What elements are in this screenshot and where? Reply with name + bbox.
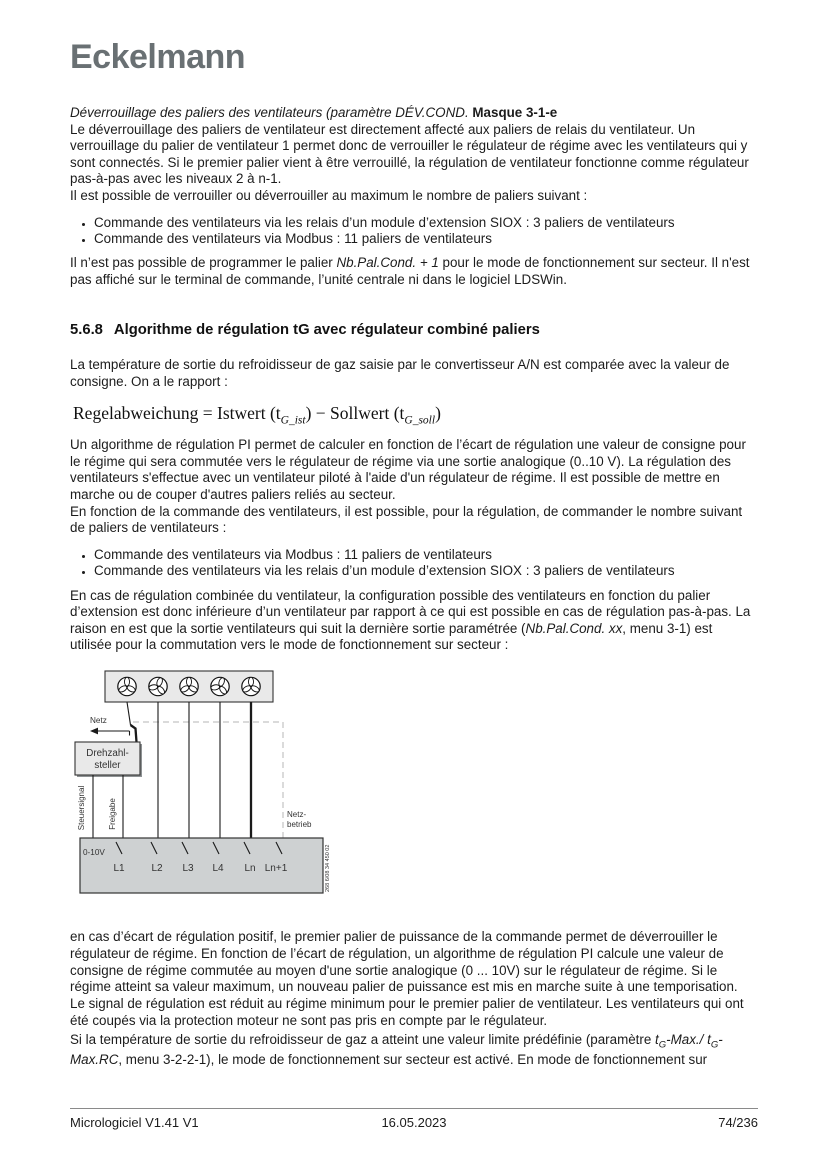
- section-heading: [70, 322, 757, 340]
- eckelmann-logo: Eckelmann: [70, 38, 246, 76]
- note-pre: Il n’est pas possible de programmer le palier: [70, 255, 337, 271]
- footer-firmware-version: Micrologiciel V1.41 V1: [70, 1115, 199, 1130]
- after-paragraph-3: [70, 1030, 757, 1070]
- drawing-number: 268 6/08 34 450 02: [325, 844, 331, 892]
- footer-page-number: 74/236: [718, 1115, 758, 1130]
- p3-italic: -Max.RC: [70, 1031, 723, 1067]
- intro-bullet-list: [70, 215, 757, 248]
- fan-line-l1: [127, 702, 131, 725]
- formula-part: ) − Sollwert (t: [305, 402, 405, 423]
- list-item: • Commande des ventilateurs via les relais d’un module d’extension SIOX : 3 paliers de ventilateurs: [94, 563, 757, 579]
- terminal-label: L1: [113, 863, 125, 874]
- control-deviation-formula: [70, 402, 757, 425]
- terminal-label: Ln+1: [264, 863, 288, 874]
- section-bullet-list: [70, 547, 757, 580]
- formula-subscript: G_soll: [404, 414, 436, 426]
- netzbetrieb-label-line2: betrieb: [287, 820, 312, 829]
- lead-italic: Déverrouillage des paliers des ventilateurs (paramètre DÉV.COND.: [70, 105, 469, 120]
- fan-icon: [180, 677, 198, 695]
- terminal-label: L3: [182, 863, 194, 874]
- terminal-label: L4: [212, 863, 224, 874]
- intro-paragraph-2: Il est possible de verrouiller ou déverrouiller au maximum le nombre de paliers suivant :: [70, 187, 588, 203]
- section-paragraph-3: En fonction de la commande des ventilateurs, il est possible, pour la régulation, de commander le nombre suivant de paliers de ventilateurs :: [70, 503, 743, 536]
- p3-subscript: G: [710, 1039, 719, 1051]
- terminal-label: Ln: [244, 863, 256, 874]
- section-title: Algorithme de régulation tG avec régulateur combiné paliers: [113, 321, 540, 338]
- lead-bold: Masque 3-1-e: [468, 105, 558, 120]
- after-paragraph-2: Le signal de régulation est réduit au régime minimum pour le premier palier de ventilateur. Les ventilateurs qui ont été coupés via la protection moteur ne sont pas pris en compte par le régulateur.: [70, 996, 744, 1028]
- section-paragraph-2: Un algorithme de régulation PI permet de calculer en fonction de l’écart de régulation une valeur de consigne pour le régime qui sera commutée vers le régulateur de régime via une sortie analogique (0..10 V). La régulation des ventilateurs s'effectue avec un ventilateur piloté à l'aide d'un régulateur de régime. Il est possible de mettre en marche ou de couper d'autres paliers reliés au secteur.: [70, 437, 746, 503]
- formula-part: Regelabweichung = Istwert (t: [73, 402, 281, 423]
- switch-contact: [131, 725, 137, 742]
- fan-icon: [211, 677, 230, 696]
- list-item: • Commande des ventilateurs via Modbus : 11 paliers de ventilateurs: [94, 231, 757, 247]
- p3-var: t: [655, 1031, 659, 1047]
- after-paragraph-1: en cas d’écart de régulation positif, le premier palier de puissance de la commande permet de déverrouiller le régulateur de régime. En fonction de l’écart de régulation, un algorithme de régulation PI calcule une valeur de consigne de régime commutée au moyen d'une sortie analogique (0 ... 10V) sur le régulateur de régime. Si le régime atteint sa valeur maximum, un nouveau palier de puissance est mis en marche suite à une temporisation.: [70, 929, 738, 995]
- p3-subscript: G: [658, 1039, 667, 1051]
- p4-italic: Nb.Pal.Cond. xx: [525, 620, 623, 636]
- controller-label-line1: Drehzahl-: [86, 748, 129, 759]
- note-italic: Nb.Pal.Cond. + 1: [336, 255, 439, 271]
- netzbetrieb-label-line1: Netz-: [287, 810, 307, 819]
- section-number: 5.6.8: [70, 321, 103, 338]
- analog-output-label: 0-10V: [83, 848, 105, 857]
- after-diagram-text: [70, 929, 757, 1070]
- footer-date: 16.05.2023: [381, 1115, 447, 1130]
- intro-note: [70, 255, 757, 288]
- p4-post: , menu 3-1) est utilisée pour la commutation vers le mode de fonctionnement sur secteur :: [70, 620, 713, 653]
- mains-dashed-line: [133, 722, 283, 841]
- note-post: pour le mode de fonctionnement sur secteur. Il n'est pas affiché sur le terminal de commande, l’unité centrale ni dans le logiciel LDSWin.: [70, 255, 750, 287]
- list-item: • Commande des ventilateurs via Modbus : 11 paliers de ventilateurs: [94, 547, 757, 563]
- p4-pre: En cas de régulation combinée du ventilateur, la configuration possible des ventilateurs en fonction du palier d’extension est donc inférieure d’un ventilateur par rapport à ce qui est possible en cas de régulation pas-à-pas. La raison en est que la sortie ventilateurs qui suit la dernière sortie paramétrée (: [70, 587, 751, 636]
- p3-var: t: [707, 1031, 711, 1047]
- intro-lead: [70, 105, 757, 122]
- netz-label: Netz: [90, 716, 107, 725]
- fan-icon: [118, 677, 136, 695]
- section-paragraph-1: La température de sortie du refroidisseur de gaz saisie par le convertisseur A/N est comparée avec la valeur de consigne. On a le rapport :: [70, 357, 730, 389]
- intro-paragraph-1: Le déverrouillage des paliers de ventilateur est directement affecté aux paliers de relais du ventilateur. Un verrouillage du palier de ventilateur 1 permet donc de verrouiller le régulateur de régime avec les ventilateurs qui y sont connectés. Si le premier palier vient à être verrouillé, la régulation de ventilateur fonctionne comme régulateur pas-à-pas avec les niveaux 2 à n-1.: [70, 121, 749, 187]
- formula-subscript: G_ist: [280, 414, 306, 426]
- fan-control-diagram: [70, 665, 757, 906]
- formula-part: ): [435, 402, 441, 423]
- fan-icon: [242, 677, 260, 695]
- section-paragraph-4: [70, 588, 757, 654]
- diagram-svg: [70, 665, 340, 901]
- steuersignal-label: Steuersignal: [77, 785, 86, 831]
- fan-icon: [149, 677, 168, 696]
- p3-italic: -Max./: [666, 1031, 708, 1047]
- page-footer: [70, 1108, 758, 1130]
- list-item: • Commande des ventilateurs via les relais d’un module d’extension SIOX : 3 paliers de ventilateurs: [94, 215, 757, 231]
- p3-pre: Si la température de sortie du refroidisseur de gaz a atteint une valeur limite prédéfinie (paramètre: [70, 1031, 656, 1047]
- netz-arrowhead: [90, 728, 98, 735]
- p3-post: , menu 3-2-2-1), le mode de fonctionnement sur secteur est activé. En mode de fonctionnement sur: [118, 1051, 708, 1067]
- controller-label-line2: steller: [94, 760, 121, 771]
- freigabe-label: Freigabe: [108, 798, 117, 830]
- terminal-label: L2: [151, 863, 163, 874]
